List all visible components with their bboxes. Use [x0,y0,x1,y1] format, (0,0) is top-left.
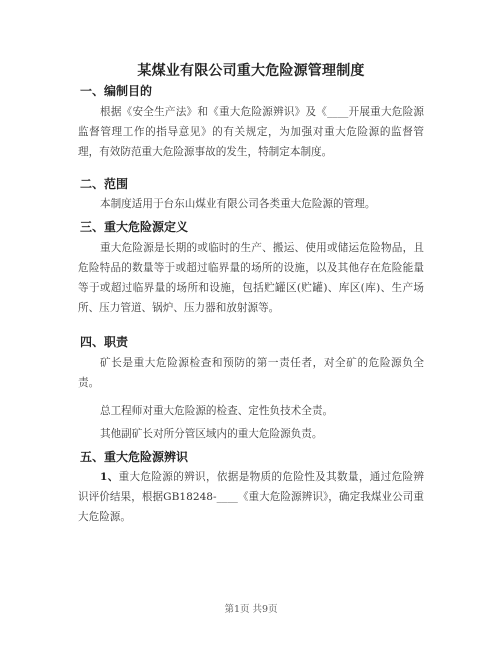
section-paragraph-duties-2: 总工程师对重大危险源的检查、定性负技术全责。 [100,405,334,417]
section-heading-identification: 五、重大危险源辨识 [80,450,189,464]
paragraph-number: 1、 [100,471,119,483]
paragraph-text: 重大危险源的辨识，依据是物质的危险性及其数量，通过危险辨识评价结果，根据GB18248-____《重大危险源辨识》，确定我煤业公司重大危险源。 [78,471,425,523]
section-paragraph-duties-3: 其他副矿长对所分管区域内的重大危险源负责。 [100,428,323,440]
section-heading-purpose: 一、编制目的 [80,84,153,98]
page-number-footer: 第1页 共9页 [224,604,278,615]
section-heading-definition: 三、重大危险源定义 [80,220,189,234]
section-paragraph-duties-1: 矿长是重大危险源检查和预防的第一责任者，对全矿的危险源负全责。 [78,357,424,389]
section-heading-scope: 二、范围 [80,177,129,191]
section-paragraph-identification [78,467,424,527]
section-heading-duties: 四、职责 [80,335,129,349]
section-paragraph-definition: 重大危险源是长期的或临时的生产、搬运、使用或储运危险物品，且危险特品的数量等于或超过临界量的场所的设施，以及其他存在危险能量等于或超过临界量的场所和设施，包括贮罐区(贮罐)、库区(库)、生产场所、压力管道、锅炉、压力器和放射源等。 [78,242,424,314]
section-paragraph-purpose: 根据《安全生产法》和《重大危险源辨识》及《____开展重大危险源监督管理工作的指导意见》的有关规定，为加强对重大危险源的监督管理，有效防范重大危险源事故的发生，特制定本制度。 [78,106,424,158]
section-paragraph-scope: 本制度适用于台东山煤业有限公司各类重大危险源的管理。 [100,198,376,210]
document-title: 某煤业有限公司重大危险源管理制度 [137,63,365,79]
